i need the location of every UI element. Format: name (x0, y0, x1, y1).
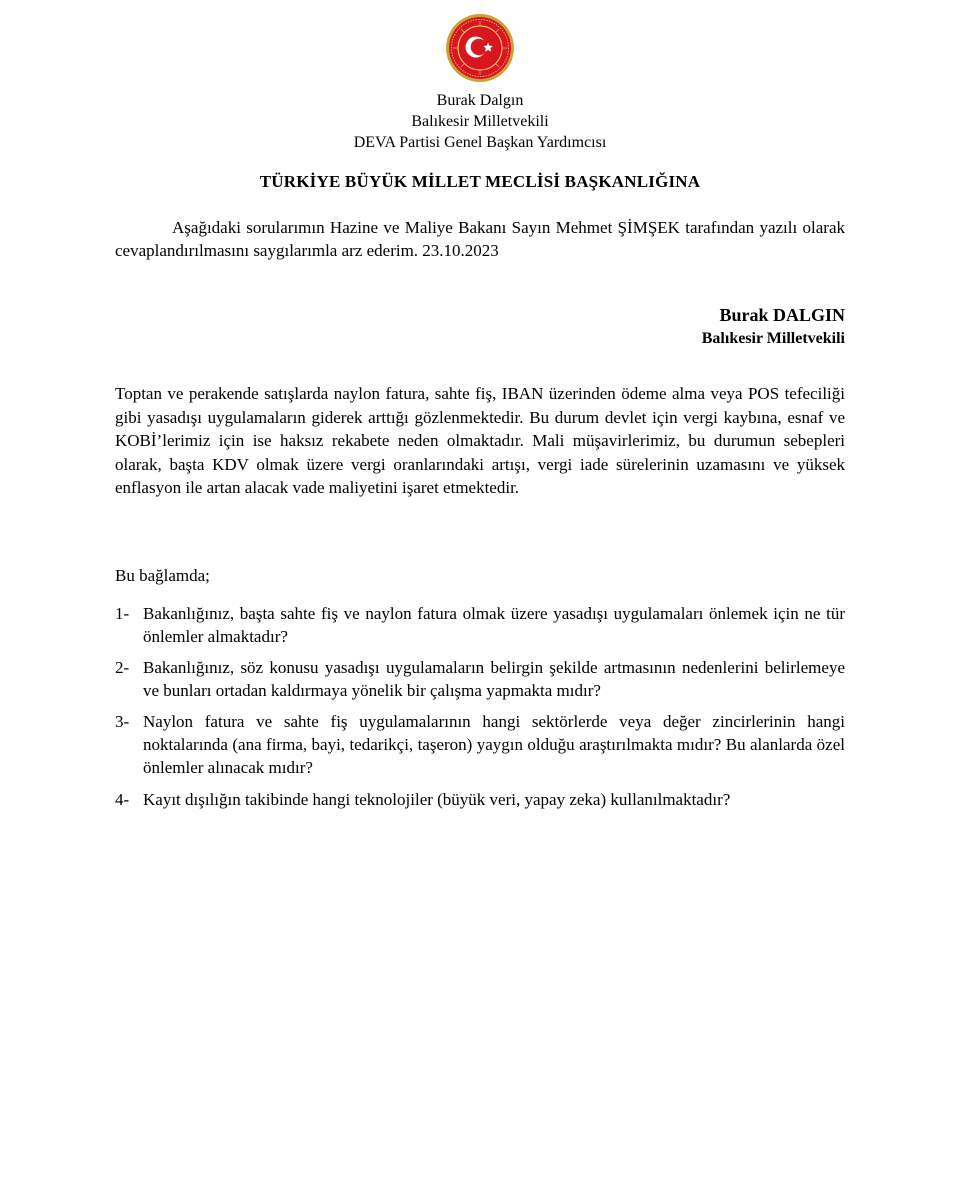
signature-block (702, 303, 845, 351)
question-item (115, 656, 845, 702)
question-text: Bakanlığınız, başta sahte fiş ve naylon fatura olmak üzere yasadışı uygulamaları önlemek için ne tür önlemler almaktadır? (143, 604, 845, 646)
sender-name: Burak Dalgın (436, 92, 524, 109)
question-text: Naylon fatura ve sahte fiş uygulamalarının hangi sektörlerde veya değer zincirlerinin hangi noktalarında (ana firma, bayi, tedarikçi, taşeron) yaygın olduğu araştırılmakta mıdır? Bu alanlarda özel önlemler alınacak mıdır? (143, 712, 845, 777)
sender-header (0, 90, 960, 153)
sender-constituency: Balıkesir Milletvekili (411, 113, 549, 130)
question-number: 4- (115, 790, 130, 809)
question-number: 2- (115, 658, 130, 677)
question-text: Bakanlığınız, söz konusu yasadışı uygulamaların belirgin şekilde artmasının nedenlerini belirlemeye ve bunları ortadan kaldırmaya yönelik bir çalışma yapmakta mıdır? (143, 658, 845, 700)
question-item (115, 602, 845, 648)
context-line: Bu bağlamda; (115, 566, 210, 585)
question-item (115, 788, 845, 811)
question-item (115, 710, 845, 779)
tbmm-seal-emblem (445, 13, 515, 83)
body-paragraph: Toptan ve perakende satışlarda naylon fatura, sahte fiş, IBAN üzerinden ödeme alma veya POS tefeciliği gibi yasadışı uygulamaların giderek arttığı gözlenmektedir. Bu durum devlet için vergi kaybına, esnaf ve KOBİ’lerimiz için ise haksız rekabete neden olmaktadır. Mali müşavirlerimiz, bu durumun sebepleri olarak, başta KDV olmak üzere vergi oranlarındaki artışı, vergi iade sürelerinin uzamasını ve yüksek enflasyon ile artan alacak vade maliyetini işaret etmektedir. (115, 384, 845, 498)
question-number: 1- (115, 604, 130, 623)
signature-role: Balıkesir Milletvekili (701, 330, 845, 347)
document-title: TÜRKİYE BÜYÜK MİLLET MECLİSİ BAŞKANLIĞINA (259, 172, 701, 191)
question-text: Kayıt dışılığın takibinde hangi teknolojiler (büyük veri, yapay zeka) kullanılmaktadır? (143, 790, 731, 809)
sender-party-role: DEVA Partisi Genel Başkan Yardımcısı (353, 134, 607, 151)
signature-name: Burak DALGIN (719, 305, 845, 325)
intro-paragraph: Aşağıdaki sorularımın Hazine ve Maliye Bakanı Sayın Mehmet ŞİMŞEK tarafından yazılı olarak cevaplandırılmasını saygılarımla arz ederim. 23.10.2023 (115, 218, 845, 260)
question-number: 3- (115, 712, 130, 731)
